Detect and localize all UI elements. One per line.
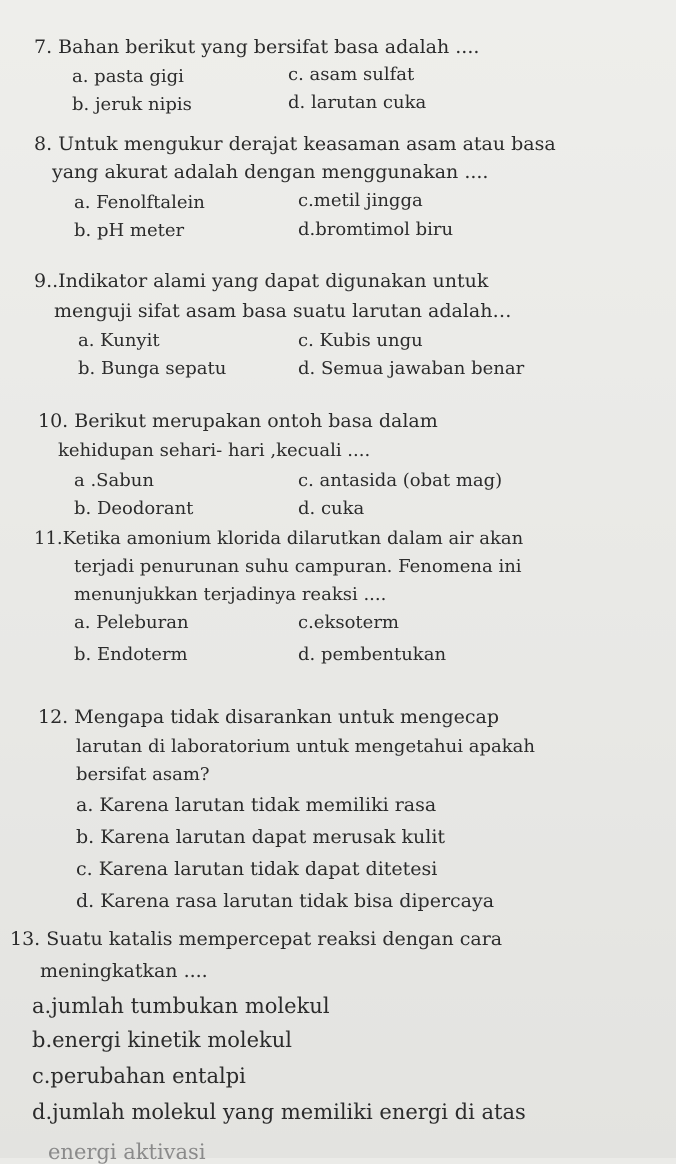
option-d: d. larutan cuka <box>288 92 427 113</box>
option-b: b. jeruk nipis <box>72 94 192 115</box>
option-d: d.bromtimol biru <box>298 219 454 240</box>
question-text: 9..Indikator alami yang dapat digunakan untuk <box>34 270 489 292</box>
question-text: menguji sifat asam basa suatu larutan adalah… <box>54 300 512 322</box>
option-c: c.metil jingga <box>298 190 423 211</box>
option-d: d. Semua jawaban benar <box>298 358 525 379</box>
option-c: c. Karena larutan tidak dapat ditetesi <box>76 858 438 880</box>
option-b: b. Endoterm <box>74 644 188 665</box>
option-d: d. pembentukan <box>298 644 447 665</box>
option-a: a. Kunyit <box>78 330 160 351</box>
option-b: b. Deodorant <box>74 498 194 519</box>
option-c: c. asam sulfat <box>288 64 415 85</box>
option-d: d. Karena rasa larutan tidak bisa dipercaya <box>76 890 495 912</box>
question-text: menunjukkan terjadinya reaksi .... <box>74 584 387 605</box>
option-a: a. pasta gigi <box>72 66 184 87</box>
question-text: 13. Suatu katalis mempercepat reaksi dengan cara <box>10 928 503 950</box>
option-b: b. Karena larutan dapat merusak kulit <box>76 826 446 848</box>
option-a: a. Peleburan <box>74 612 189 633</box>
option-d: d. cuka <box>298 498 365 519</box>
option-a: a. Karena larutan tidak memiliki rasa <box>76 794 437 816</box>
option-b: b.energi kinetik molekul <box>32 1028 292 1052</box>
option-a: a. Fenolftalein <box>74 192 205 213</box>
question-text: kehidupan sehari- hari ,kecuali .... <box>58 440 371 461</box>
option-a: a .Sabun <box>74 470 154 491</box>
question-text: 11.Ketika amonium klorida dilarutkan dalam air akan <box>34 528 524 549</box>
question-text: larutan di laboratorium untuk mengetahui apakah <box>76 736 535 757</box>
option-c: c. Kubis ungu <box>298 330 423 351</box>
question-text: yang akurat adalah dengan menggunakan .... <box>52 161 489 183</box>
option-b: b. pH meter <box>74 220 185 241</box>
question-text: 12. Mengapa tidak disarankan untuk mengecap <box>38 706 499 728</box>
option-b: b. Bunga sepatu <box>78 358 227 379</box>
option-d-continuation: energi aktivasi <box>48 1140 206 1164</box>
option-a: a.jumlah tumbukan molekul <box>32 994 330 1018</box>
question-text: 7. Bahan berikut yang bersifat basa adalah .... <box>34 36 480 58</box>
question-text: 10. Berikut merupakan ontoh basa dalam <box>38 410 438 432</box>
question-text: bersifat asam? <box>76 764 210 785</box>
question-text: terjadi penurunan suhu campuran. Fenomena ini <box>74 556 522 577</box>
option-d: d.jumlah molekul yang memiliki energi di atas <box>32 1100 526 1124</box>
option-c: c. antasida (obat mag) <box>298 470 503 491</box>
question-text: 8. Untuk mengukur derajat keasaman asam atau basa <box>34 133 556 155</box>
question-text: meningkatkan .... <box>40 960 208 982</box>
option-c: c.perubahan entalpi <box>32 1064 246 1088</box>
option-c: c.eksoterm <box>298 612 399 633</box>
